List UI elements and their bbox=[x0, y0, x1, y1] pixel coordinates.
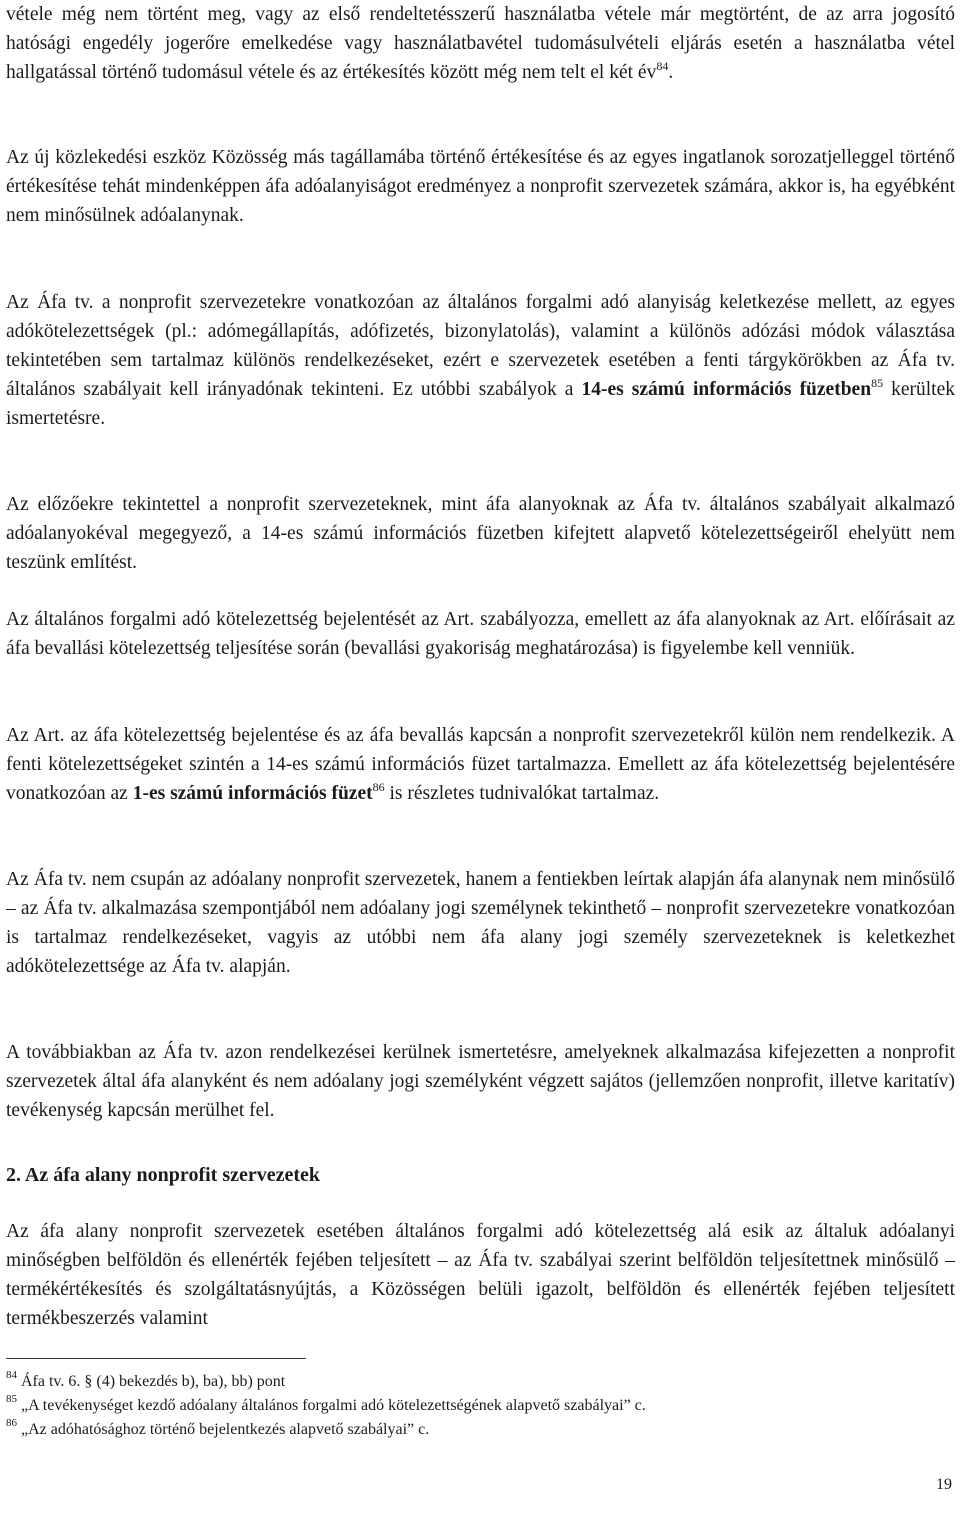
paragraph-7: Az Áfa tv. nem csupán az adóalany nonprofit szervezetek, hanem a fentiekben leírtak alapján áfa alanynak nem minősülő – az Áfa tv. alkalmazása szempontjából nem adóalany jogi személynek tekinthető – nonprofit szervezetekre vonatkozóan is tartalmaz rendelkezéseket, vagyis az utóbbi nem áfa alany jogi személy szervezeteknek is keletkezhet adókötelezettsége az Áfa tv. alapján. bbox=[6, 869, 955, 977]
footnote-text: Áfa tv. 6. § (4) bekezdés b), ba), bb) pont bbox=[21, 1373, 286, 1390]
footnote-divider bbox=[6, 1358, 306, 1359]
paragraph-6 bbox=[6, 721, 955, 808]
paragraph-1-text: vétele még nem történt meg, vagy az első rendeltetésszerű használatba vétele már megtörtént, de az arra jogosító hatósági engedély jogerőre emelkedése vagy használatbavétel tudomásulvételi eljárás esetén a használatba vétel hallgatással történő tudomásul vétele és az értékesítés között még nem telt el két év bbox=[6, 4, 955, 83]
paragraph-4: Az előzőekre tekintettel a nonprofit szervezeteknek, mint áfa alanyoknak az Áfa tv. általános szabályait alkalmazó adóalanyokéval megegyező, a 14-es számú információs füzetben kifejtett alapvető kötelezettségeiről ehelyütt nem teszünk említést. bbox=[6, 494, 955, 573]
page-number: 19 bbox=[936, 1476, 952, 1493]
paragraph-6-text-a: Az Art. az áfa kötelezettség bejelentése és az áfa bevallás kapcsán a nonprofit szervezetekről külön nem rendelkezik. A fenti kötelezettségeket szintén a 14-es számú információs füzet tartalmazza. Emellett az áfa kötelezettség bejelentésére vonatkozóan az bbox=[6, 725, 955, 804]
footnote-86 bbox=[6, 1416, 430, 1440]
footnote-text: „Az adóhatósághoz történő bejelentkezés alapvető szabályai” c. bbox=[21, 1421, 430, 1438]
paragraph-5: Az általános forgalmi adó kötelezettség bejelentését az Art. szabályozza, emellett az áfa alanyoknak az Art. előírásait az áfa bevallási kötelezettség teljesítése során (bevallási gyakoriság meghatározása) is figyelembe kell venniük. bbox=[6, 609, 955, 659]
paragraph-9: Az áfa alany nonprofit szervezetek esetében általános forgalmi adó kötelezettség alá esik az általuk adóalanyi minőségben belföldön és ellenérték fejében teljesített – az Áfa tv. szabályai szerint belföldön teljesítettnek minősülő – termékértékesítés és szolgáltatásnyújtás, a Közösségen belüli igazolt, belföldön és ellenérték fejében teljesített termékbeszerzés valamint bbox=[6, 1221, 955, 1329]
footnote-number: 86 bbox=[6, 1416, 17, 1429]
paragraph-6-text-b: is részletes tudnivalókat tartalmaz. bbox=[384, 783, 660, 804]
paragraph-1-tail: . bbox=[668, 62, 674, 83]
section-heading: 2. Az áfa alany nonprofit szervezetek bbox=[6, 1164, 321, 1186]
paragraph-3 bbox=[6, 288, 955, 433]
footnote-ref-86[interactable]: 86 bbox=[372, 779, 385, 794]
paragraph-3-bold: 14-es számú információs füzetben bbox=[581, 379, 872, 400]
footnote-number: 85 bbox=[6, 1392, 17, 1405]
paragraph-3-text-b: kerültek ismertetésre. bbox=[6, 379, 956, 429]
footnote-ref-84[interactable]: 84 bbox=[656, 58, 669, 73]
paragraph-3-text-a: Az Áfa tv. a nonprofit szervezetekre vonatkozóan az általános forgalmi adó alanyiság keletkezése mellett, az egyes adókötelezettségek (pl.: adómegállapítás, adófizetés, bizonylatolás), valamint a különös adózási módok választása tekintetében sem tartalmaz különös rendelkezéseket, ezért e szervezetek esetében a fenti tárgykörökben az Áfa tv. általános szabályait kell irányadónak tekinteni. Ez utóbbi szabályok a bbox=[6, 292, 955, 400]
paragraph-8: A továbbiakban az Áfa tv. azon rendelkezései kerülnek ismertetésre, amelyeknek alkalmazása kifejezetten a nonprofit szervezetek által áfa alanyként és nem adóalany jogi személyként végzett sajátos (jellemzően nonprofit, illetve karitatív) tevékenység kapcsán merülhet fel. bbox=[6, 1042, 955, 1121]
paragraph-6-bold: 1-es számú információs füzet bbox=[132, 783, 373, 804]
footnote-text: „A tevékenységet kezdő adóalany általános forgalmi adó kötelezettségének alapvető szabályai” c. bbox=[21, 1397, 646, 1414]
footnote-85 bbox=[6, 1392, 646, 1416]
footnote-84 bbox=[6, 1368, 286, 1392]
footnote-ref-85[interactable]: 85 bbox=[871, 375, 884, 390]
paragraph-2: Az új közlekedési eszköz Közösség más tagállamába történő értékesítése és az egyes ingatlanok sorozatjelleggel történő értékesítése tehát mindenképpen áfa adóalanyiságot eredményez a nonprofit szervezetek számára, akkor is, ha egyébként nem minősülnek adóalanynak. bbox=[6, 147, 955, 226]
paragraph-1 bbox=[6, 0, 955, 87]
footnote-number: 84 bbox=[6, 1368, 17, 1381]
